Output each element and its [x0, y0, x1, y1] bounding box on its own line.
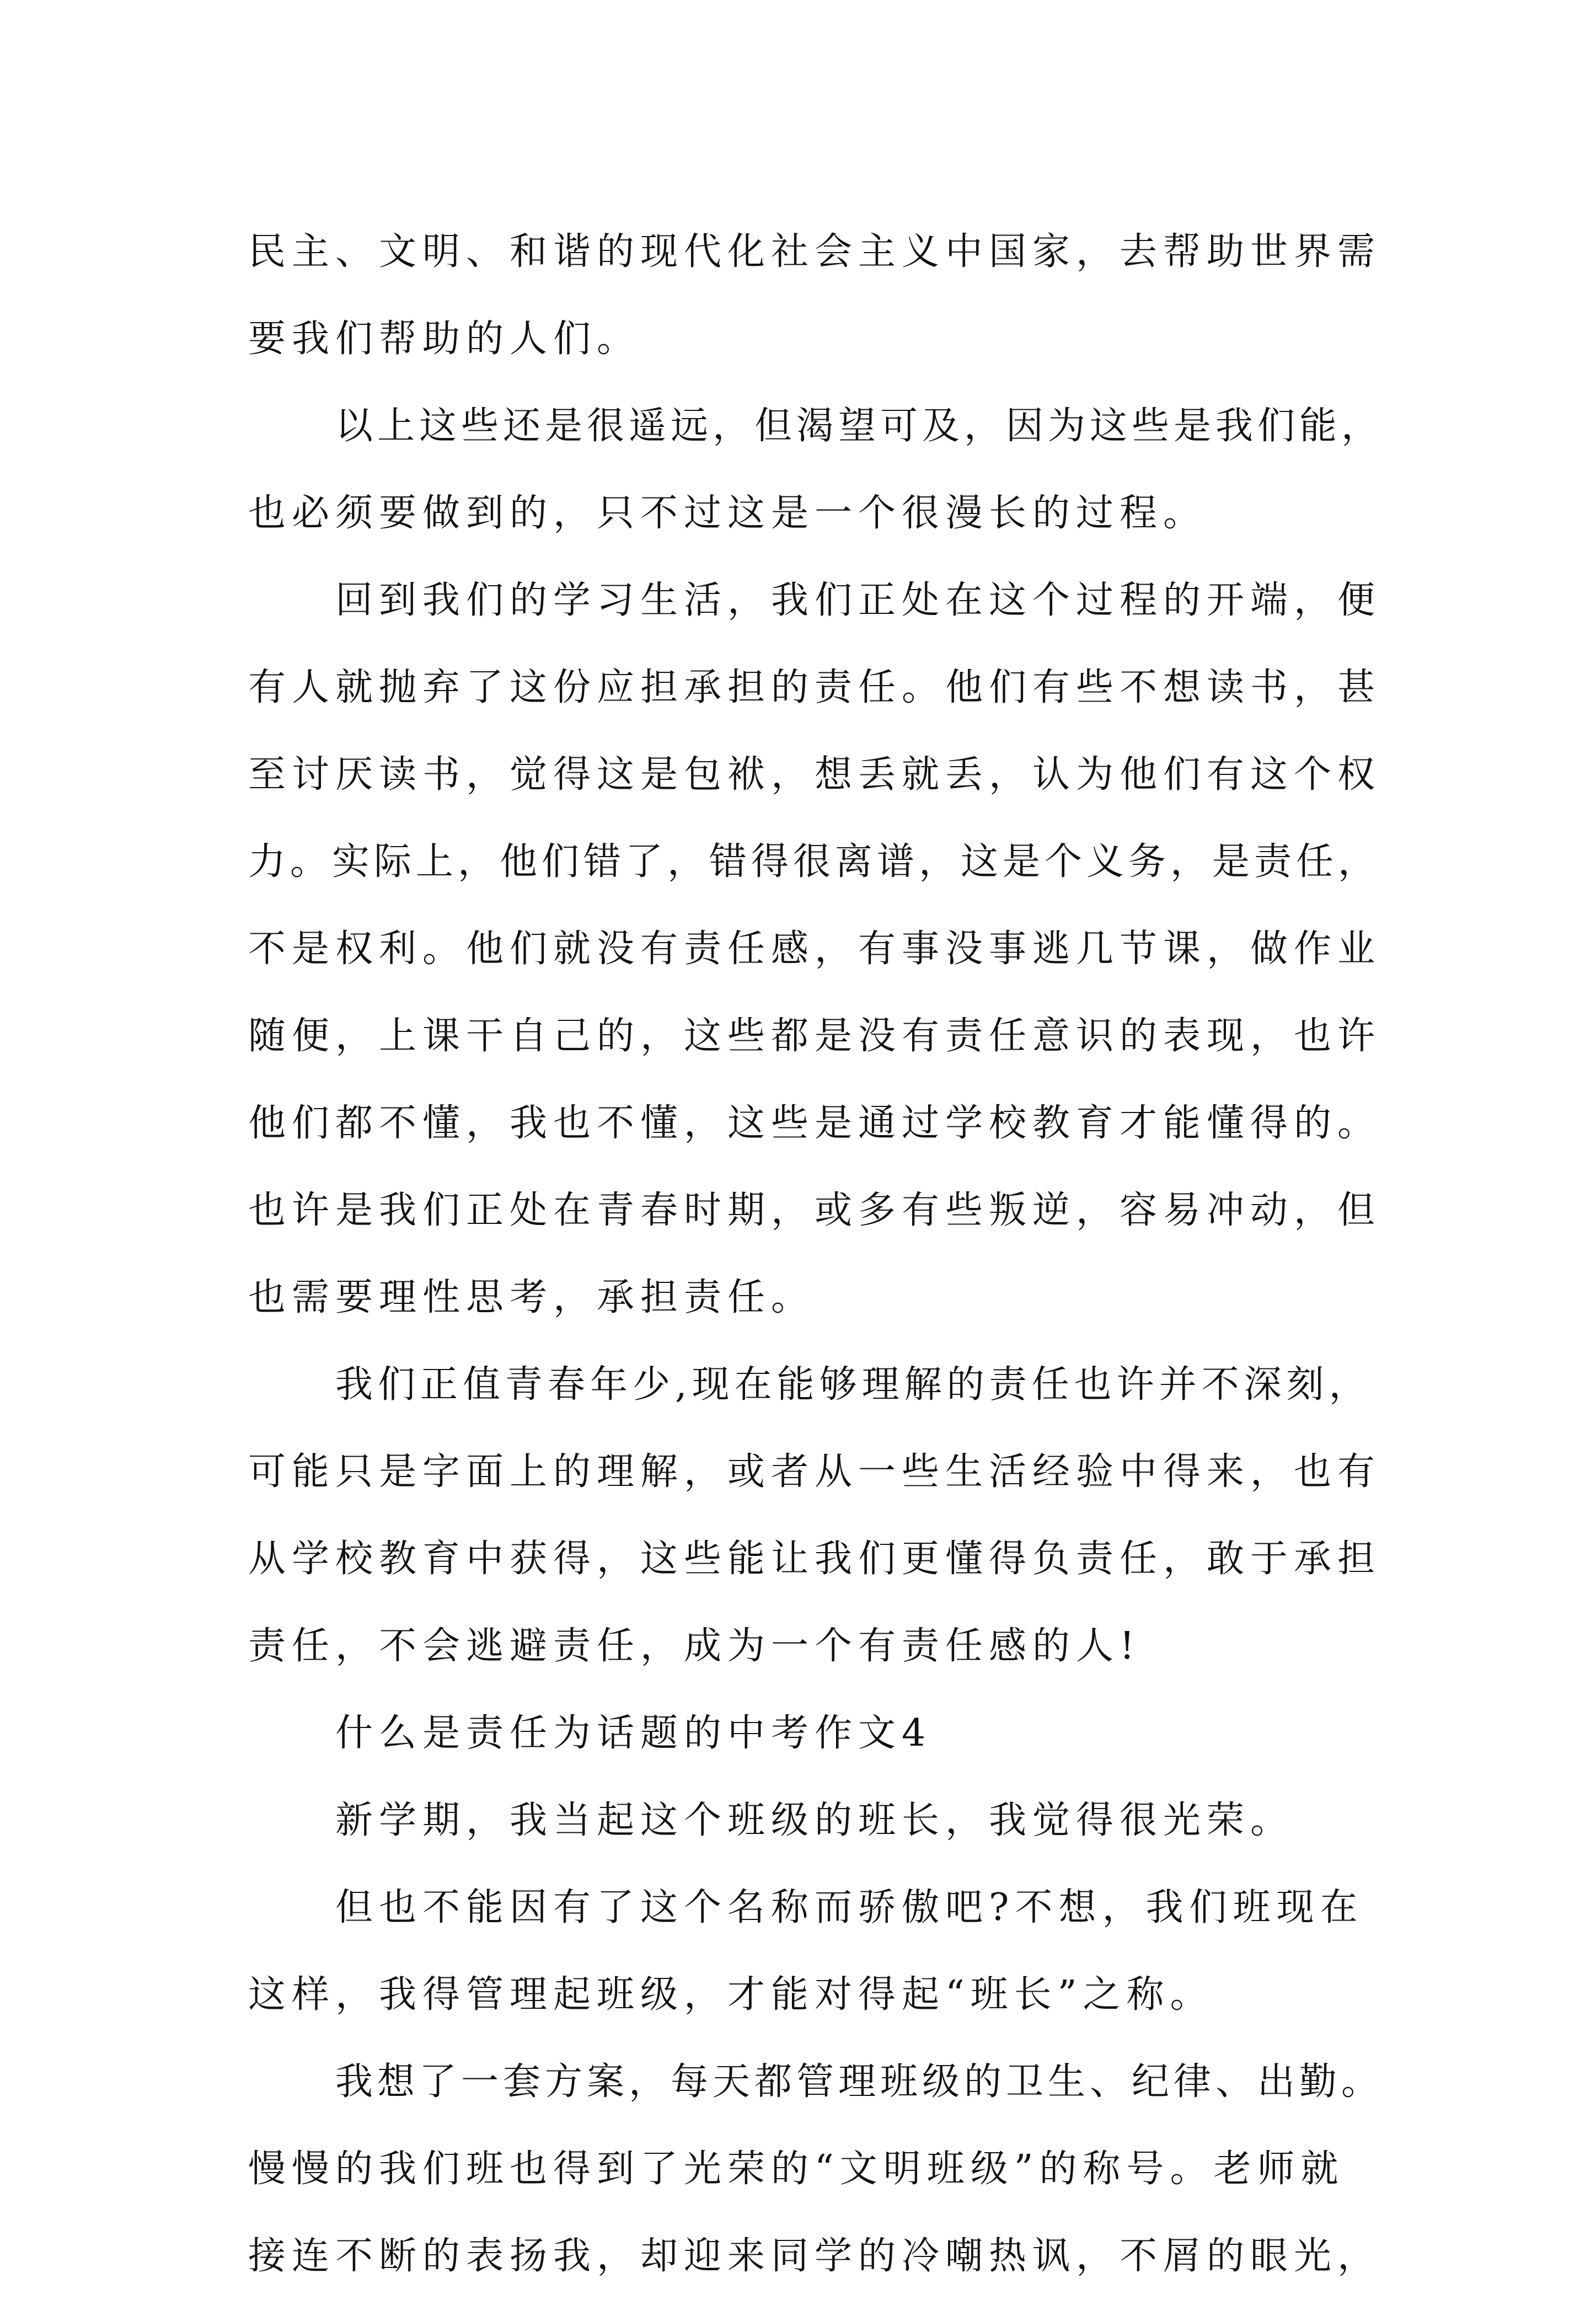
document-body — [248, 208, 1384, 2300]
paragraph-first-line: 回到我们的学习生活，我们正处在这个过程的开端，便 — [335, 579, 1381, 622]
text-line: 接连不断的表扬我，却迎来同学的冷嘲热讽，不屑的眼光， — [248, 2234, 1381, 2278]
text-line: 他们都不懂，我也不懂，这些是通过学校教育才能懂得的。 — [248, 1101, 1381, 1145]
paragraph-first-line: 我们正值青春年少,现在能够理解的责任也许并不深刻， — [335, 1363, 1372, 1406]
text-line: 也许是我们正处在青春时期，或多有些叛逆，容易冲动，但 — [248, 1189, 1381, 1232]
text-line: 责任，不会逃避责任，成为一个有责任感的人! — [248, 1624, 1141, 1668]
text-line: 可能只是字面上的理解，或者从一些生活经验中得来，也有 — [248, 1450, 1381, 1494]
paragraph-first-line: 新学期，我当起这个班级的班长，我觉得很光荣。 — [335, 1799, 1294, 1842]
section-heading: 什么是责任为话题的中考作文4 — [335, 1711, 932, 1755]
text-line: 有人就抛弃了这份应担承担的责任。他们有些不想读书，甚 — [248, 666, 1381, 709]
paragraph-first-line: 我想了一套方案，每天都管理班级的卫生、纪律、出勤。 — [335, 2060, 1384, 2104]
text-line: 随便，上课干自己的，这些都是没有责任意识的表现，也许 — [248, 1014, 1381, 1058]
text-line: 至讨厌读书，觉得这是包袱，想丢就丢，认为他们有这个权 — [248, 753, 1381, 796]
text-line: 这样，我得管理起班级，才能对得起“班长”之称。 — [248, 1973, 1214, 2016]
paragraph-first-line: 但也不能因有了这个名称而骄傲吧?不想，我们班现在 — [335, 1886, 1364, 1929]
text-line: 慢慢的我们班也得到了光荣的“文明班级”的称号。老师就 — [248, 2147, 1345, 2191]
paragraph-first-line: 以上这些还是很遥远，但渴望可及，因为这些是我们能， — [335, 404, 1384, 448]
text-line: 从学校教育中获得，这些能让我们更懂得负责任，敢于承担 — [248, 1537, 1381, 1581]
text-line: 力。实际上，他们错了，错得很离谱，这是个义务，是责任， — [248, 840, 1380, 884]
text-line: 要我们帮助的人们。 — [248, 317, 641, 361]
text-line: 也需要理性思考，承担责任。 — [248, 1276, 815, 1319]
text-line: 也必须要做到的，只不过这是一个很漫长的过程。 — [248, 491, 1207, 535]
text-line: 民主、文明、和谐的现代化社会主义中国家，去帮助世界需 — [248, 230, 1381, 274]
text-line: 不是权利。他们就没有责任感，有事没事逃几节课，做作业 — [248, 927, 1381, 971]
